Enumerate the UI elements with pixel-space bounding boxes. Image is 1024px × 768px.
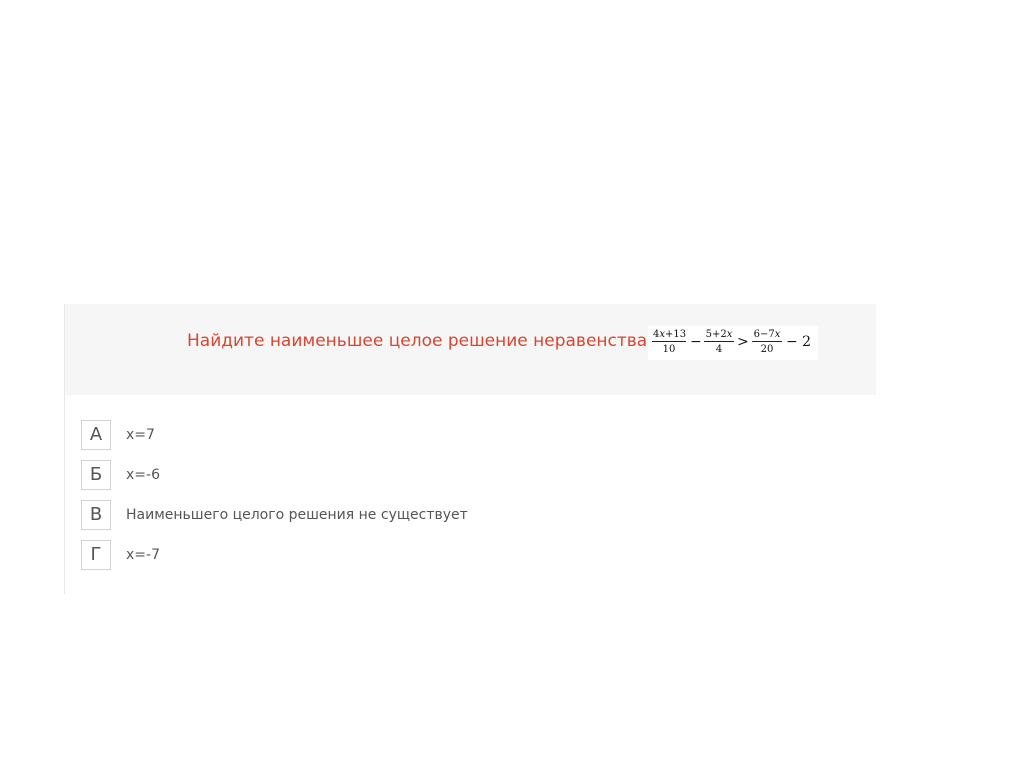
fraction-2	[704, 329, 734, 356]
greater-than-operator: >	[737, 334, 749, 350]
answer-text: x=-7	[126, 547, 160, 563]
fraction-3	[752, 329, 782, 356]
fraction-1-denominator: 10	[662, 344, 676, 355]
question-panel	[65, 304, 876, 395]
answer-text: Наименьшего целого решения не существует	[126, 507, 468, 523]
answer-letter-box[interactable]: В	[81, 500, 111, 530]
fraction-3-denominator: 20	[760, 344, 774, 355]
fraction-2-denominator: 4	[715, 344, 723, 355]
fraction-1-numerator: 4x+13	[653, 329, 687, 340]
answer-option-a[interactable]	[81, 420, 841, 450]
answer-text: x=7	[126, 427, 155, 443]
answer-option-v[interactable]	[81, 500, 841, 530]
answer-letter-box[interactable]: Г	[81, 540, 111, 570]
answer-letter-box[interactable]: А	[81, 420, 111, 450]
answer-option-b[interactable]	[81, 460, 841, 490]
answer-text: x=-6	[126, 467, 160, 483]
quiz-block	[64, 304, 876, 594]
formula-tail: − 2	[786, 334, 812, 350]
minus-operator: −	[690, 334, 702, 350]
answer-letter-box[interactable]: Б	[81, 460, 111, 490]
answer-option-g[interactable]	[81, 540, 841, 570]
inequality-formula	[648, 326, 818, 360]
fraction-3-numerator: 6−7x	[753, 329, 781, 340]
fraction-1	[652, 329, 686, 356]
question-text: Найдите наименьшее целое решение неравенства	[187, 331, 648, 351]
fraction-2-numerator: 5+2x	[705, 329, 733, 340]
